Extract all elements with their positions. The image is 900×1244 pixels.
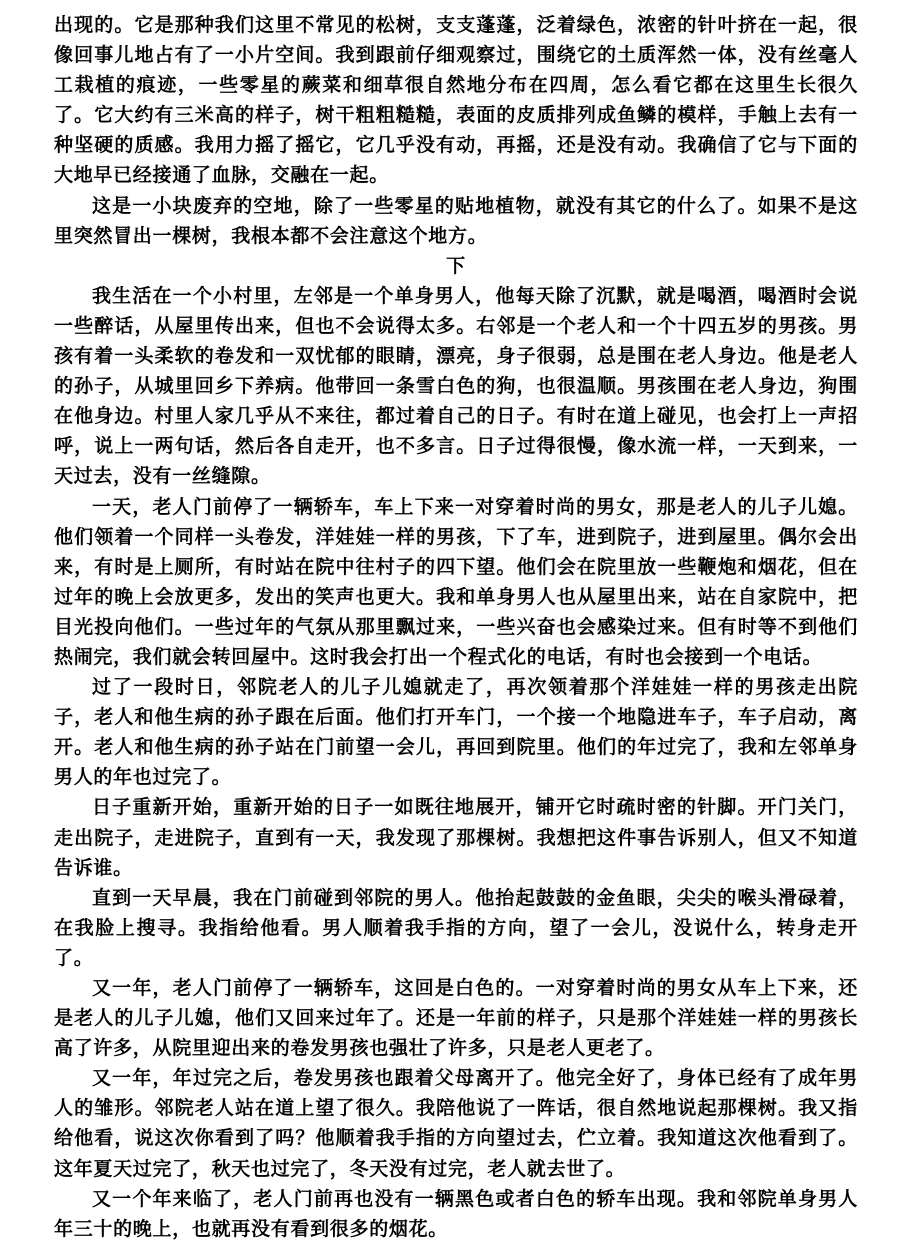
paragraph-black-car-new-year: 一天，老人门前停了一辆轿车，车上下来一对穿着时尚的男女，那是老人的儿子儿媳。他们领着一个同样一头卷发，洋娃娃一样的男孩，下了车，进到院子，进到屋里。偶尔会出来，有时是上厕所，有时站在院中往村子的四下望。他们会在院里放一些鞭炮和烟花，但在过年的晚上会放更多，发出的笑声也更大。我和单身男人也从屋里出来，站在自家院中，把目光投向他们。一些过年的气氛从那里飘过来，一些兴奋也会感染过来。但有时等不到他们热闹完，我们就会转回屋中。这时我会打出一个程式化的电话，有时也会接到一个电话。 xyxy=(54,495,858,668)
paragraph-family-leaves: 过了一段时日，邻院老人的儿子儿媳就走了，再次领着那个洋娃娃一样的男孩走出院子，老人和他生病的孙子跟在后面。他们打开车门，一个接一个地隐进车子，车子启动，离开。老人和他生病的孙子站在门前望一会儿，再回到院里。他们的年过完了，我和左邻单身男人的年也过完了。 xyxy=(54,676,858,789)
paragraph-old-man-sees-tree: 又一年，年过完之后，卷发男孩也跟着父母离开了。他完全好了，身体已经有了成年男人的雏形。邻院老人站在道上望了很久。我陪他说了一阵话，很自然地说起那棵树。我又指给他看，说这次你看到了吗？他顺着我手指的方向望过去，伫立着。我知道这次他看到了。这年夏天过完了，秋天也过完了，冬天没有过完，老人就去世了。 xyxy=(54,1067,858,1180)
paragraph-village-neighbors: 我生活在一个小村里，左邻是一个单身男人，他每天除了沉默，就是喝酒，喝酒时会说一些醉话，从屋里传出来，但也不会说得太多。右邻是一个老人和一个十四五岁的男孩。男孩有着一头柔软的卷发和一双忧郁的眼睛，漂亮，身子很弱，总是围在老人身边。他是老人的孙子，从城里回乡下养病。他带回一条雪白色的狗，也很温顺。男孩围在老人身边，狗围在他身边。村里人家几乎从不来往，都过着自己的日子。有时在道上碰见，也会打上一声招呼，说上一两句话，然后各自走开，也不多言。日子过得很慢，像水流一样，一天到来，一天过去，没有一丝缝隙。 xyxy=(54,284,858,488)
section-heading: 下 xyxy=(446,254,466,277)
paragraph-no-more-fireworks: 又一个年来临了，老人门前再也没有一辆黑色或者白色的轿车出现。我和邻院单身男人年三十的晚上，也就再没有看到很多的烟花。 xyxy=(54,1187,858,1240)
paragraph-abandoned-lot: 这是一小块废弃的空地，除了一些零星的贴地植物，就没有其它的什么了。如果不是这里突然冒出一棵树，我根本都不会注意这个地方。 xyxy=(54,194,858,247)
paragraph-showing-neighbor: 直到一天早晨，我在门前碰到邻院的男人。他抬起鼓鼓的金鱼眼，尖尖的喉头滑碌着，在我脸上搜寻。我指给他看。男人顺着我手指的方向，望了一会儿，没说什么，转身走开了。 xyxy=(54,886,858,969)
paragraph-pine-tree-description: 出现的。它是那种我们这里不常见的松树，支支蓬蓬，泛着绿色，浓密的针叶挤在一起，很像回事儿地占有了一小片空间。我到跟前仔细观察过，围绕它的土质浑然一体，没有丝毫人工栽植的痕迹，一些零星的蕨菜和细草很自然地分布在四周，怎么看它都在这里生长很久了。它大约有三米高的样子，树干粗粗糙糙，表面的皮质排列成鱼鳞的模样，手触上去有一种坚硬的质感。我用力摇了摇它，它几乎没有动，再摇，还是没有动。我确信了它与下面的大地早已经接通了血脉，交融在一起。 xyxy=(54,14,858,187)
paragraph-discovering-tree: 日子重新开始，重新开始的日子一如既往地展开，铺开它时疏时密的针脚。开门关门，走出院子，走进院子，直到有一天，我发现了那棵树。我想把这件事告诉别人，但又不知道告诉谁。 xyxy=(54,796,858,879)
paragraph-white-car-new-year: 又一年，老人门前停了一辆轿车，这回是白色的。一对穿着时尚的男女从车上下来，还是老人的儿子儿媳，他们又回来过年了。还是一年前的样子，只是那个洋娃娃一样的男孩长高了许多，从院里迎出来的卷发男孩也强壮了许多，只是老人更老了。 xyxy=(54,977,858,1060)
